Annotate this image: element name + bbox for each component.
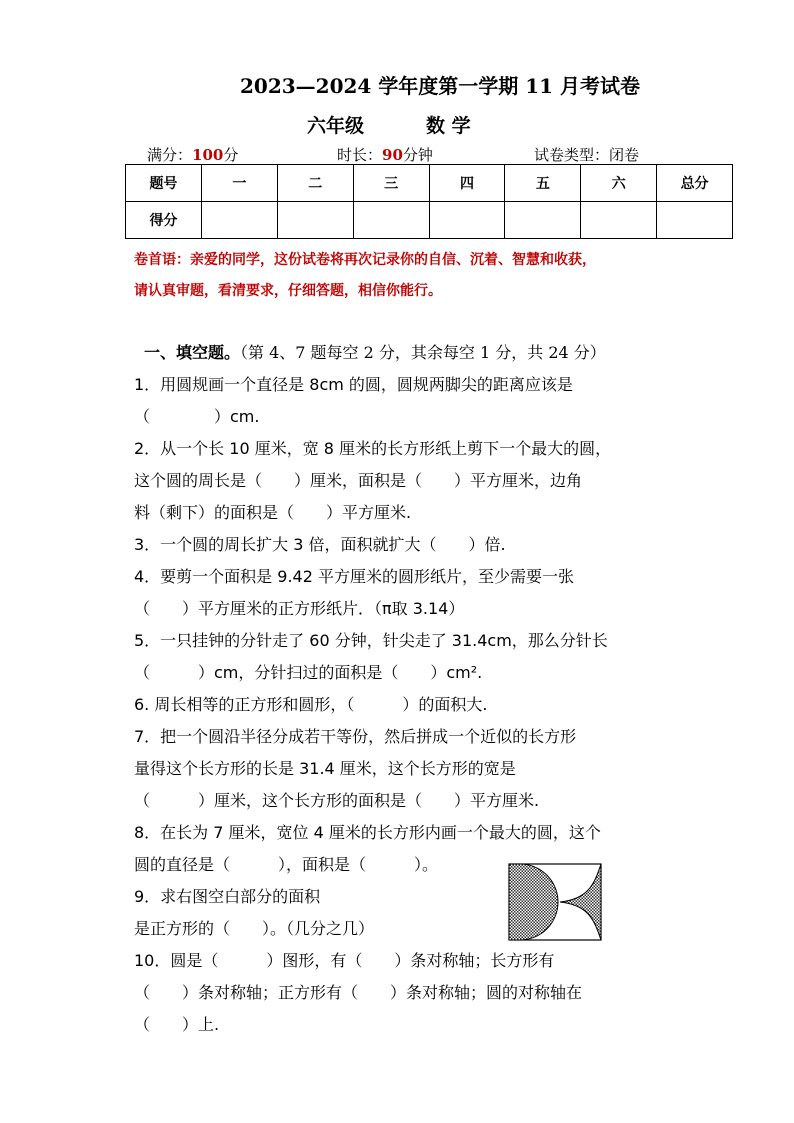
question-line: 5．一只挂钟的分针走了 60 分钟，针尖走了 31.4cm，那么分针长 xyxy=(134,631,608,650)
question-line: 6. 周长相等的正方形和圆形，（ ）的面积大. xyxy=(134,695,488,714)
question-line: 9．求右图空白部分的面积 xyxy=(134,887,321,906)
full-score-info: 满分：100分 xyxy=(147,146,239,164)
question-line: （ ）上. xyxy=(134,1015,220,1034)
score-cell[interactable] xyxy=(429,202,505,239)
subject-label: 数 学 xyxy=(426,115,471,137)
question-line: 这个圆的周长是（ ）厘米，面积是（ ）平方厘米，边角 xyxy=(134,471,583,490)
score-cell[interactable] xyxy=(277,202,353,239)
score-row-label: 得分 xyxy=(126,202,202,239)
score-table-header: 三 xyxy=(353,165,429,202)
preface-line: 卷首语：亲爱的同学，这份试卷将再次记录你的自信、沉着、智慧和收获， xyxy=(134,252,596,268)
score-table-header: 四 xyxy=(429,165,505,202)
question-line: 7．把一个圆沿半径分成若干等份，然后拼成一个近似的长方形 xyxy=(134,727,577,746)
score-cell[interactable] xyxy=(657,202,733,239)
question-line: 2．从一个长 10 厘米，宽 8 厘米的长方形纸上剪下一个最大的圆， xyxy=(134,439,612,458)
duration-info: 时长：90分钟 xyxy=(337,146,433,164)
question-line: （ ）cm，分针扫过的面积是（ ）cm². xyxy=(134,663,483,682)
preface-line: 请认真审题，看清要求，仔细答题，相信你能行。 xyxy=(134,283,442,299)
score-table-header: 五 xyxy=(505,165,581,202)
score-table-header: 题号 xyxy=(126,165,202,202)
square-shaded-figure xyxy=(508,863,602,941)
question-line: 4．要剪一个面积是 9.42 平方厘米的圆形纸片，至少需要一张 xyxy=(134,567,574,586)
score-table-header: 六 xyxy=(581,165,657,202)
score-table-header: 总分 xyxy=(657,165,733,202)
question-line: （ ）条对称轴；正方形有（ ）条对称轴；圆的对称轴在 xyxy=(134,983,583,1002)
question-line: （ ）厘米，这个长方形的面积是（ ）平方厘米. xyxy=(134,791,540,810)
section-heading: 一、填空题。（第 4、7 题每空 2 分，其余每空 1 分，共 24 分） xyxy=(144,343,606,362)
question-line: 3．一个圆的周长扩大 3 倍，面积就扩大（ ）倍. xyxy=(134,535,506,554)
question-line: （ ）平方厘米的正方形纸片．（π取 3.14） xyxy=(134,599,465,618)
question-line: 10．圆是（ ）图形，有（ ）条对称轴；长方形有 xyxy=(134,951,555,970)
score-cell[interactable] xyxy=(581,202,657,239)
score-cell[interactable] xyxy=(201,202,277,239)
exam-subtitle xyxy=(307,111,471,138)
exam-type-info: 试卷类型：闭卷 xyxy=(534,146,640,164)
question-line: （ ）cm. xyxy=(134,407,260,426)
score-table-header: 二 xyxy=(277,165,353,202)
score-table xyxy=(125,164,733,239)
score-cell[interactable] xyxy=(353,202,429,239)
question-line: 料（剩下）的面积是（ ）平方厘米. xyxy=(134,503,412,522)
score-cell[interactable] xyxy=(505,202,581,239)
grade-label: 六年级 xyxy=(307,115,365,137)
question-line: 圆的直径是（ ），面积是（ ）。 xyxy=(134,855,439,874)
question-line: 1．用圆规画一个直径是 8cm 的圆，圆规两脚尖的距离应该是 xyxy=(134,375,573,394)
score-row xyxy=(126,202,733,239)
question-line: 8．在长为 7 厘米，宽位 4 厘米的长方形内画一个最大的圆，这个 xyxy=(134,823,601,842)
score-table-header: 一 xyxy=(201,165,277,202)
question-line: 是正方形的（ ）。（几分之几） xyxy=(134,919,375,938)
question-line: 量得这个长方形的长是 31.4 厘米，这个长方形的宽是 xyxy=(134,759,516,778)
question-number-row xyxy=(126,165,733,202)
exam-title: 2023—2024 学年度第一学期 11 月考试卷 xyxy=(240,74,641,98)
